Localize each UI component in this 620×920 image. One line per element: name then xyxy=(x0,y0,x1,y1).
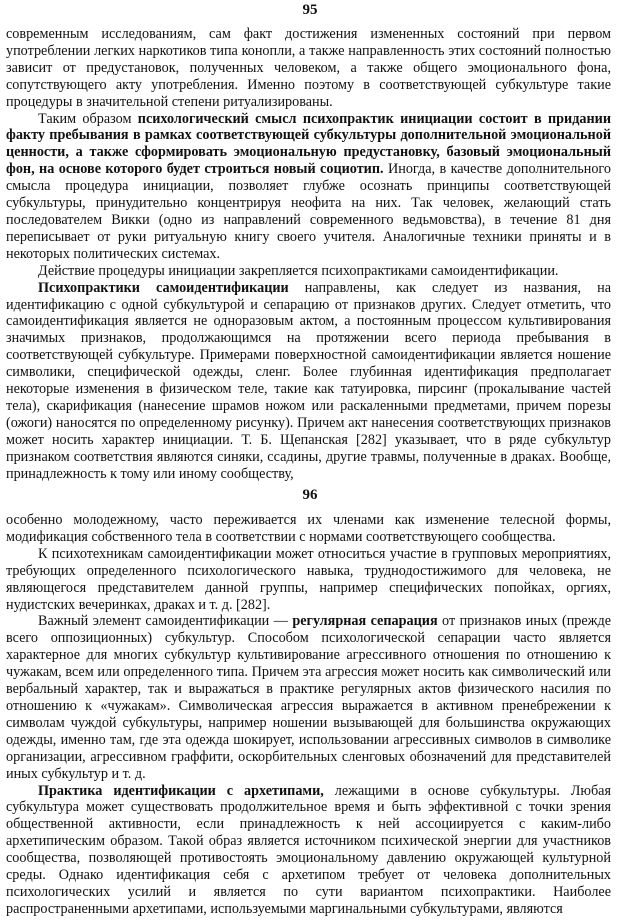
bold-text: психологический смысл психопрактик инициации состоит в придании факту пребывания в рамках соответствующей субкультуры дополнительной эмоциональной ценности, а также сформировать эмоциональную предустановку, базовый эмоциональный фон, на основе которого будет строиться новый социотип. xyxy=(6,110,611,178)
text-block-page-95 xyxy=(6,26,611,482)
page-number-middle: 96 xyxy=(302,487,318,503)
paragraph: особенно молодежному, часто переживается их членами как изменение телесной формы, модификация собственного тела в соответствии с нормами соответствующего сообщества. xyxy=(6,512,611,545)
paragraph: К психотехникам самоидентификации может относиться участие в групповых мероприятиях, требующих определенного психологического навыка, труднодостижимого для человека, не являющегося представителем данной группы, например специфических попойках, оргиях, нудистских вечеринках, драках и т. д. [282]. xyxy=(6,545,611,613)
bold-text: регулярная сепарация xyxy=(292,613,438,630)
bold-text: Практика идентификации с архетипами, xyxy=(38,782,324,799)
paragraph xyxy=(6,783,611,918)
paragraph xyxy=(6,111,611,263)
bold-text: Психопрактики самоидентификации xyxy=(38,279,289,296)
text-block-page-96 xyxy=(6,512,611,918)
text-run: Таким образом xyxy=(38,110,138,127)
paragraph: современным исследованиям, сам факт достижения измененных состояний при первом употреблении легких наркотиков типа конопли, а также направленность этих состояний полностью зависит от предустановок, полученных человеком, а также общего эмоционального фона, сопутствующего акту употребления. Именно поэтому в соответствующей субкультуре такие процедуры в значительной степени ритуализированы. xyxy=(6,26,611,110)
paragraph xyxy=(6,280,611,483)
text-run: направлены, как следует из названия, на идентификацию с одной субкультурой и сепарацию от признаков других. Следует отметить, что самоидентификация является не одноразовым актом, а постоянным процессом культивирования значимых признаков, продолжающимся на протяжении всего периода пребывания в соответствующей субкультуре. Примерами поверхностной самоидентификации является ношение символики, специфической одежды, сленг. Более глубинная идентификация предполагает некоторые изменения в физическом теле, такие как татуировка, пирсинг (прокалывание частей тела), скарификация (нанесение шрамов ножом или раскаленными предметами, причем порезы (ожоги) наносятся по определенному рисунку). Причем акт нанесения соответствующих признаков может носить характер инициации. Т. Б. Щепанская [282] указывает, что в ряде субкультур признаком соответствия являются синяки, ссадины, другие травмы, полученные в драках. Вообще, принадлежность к тому или иному сообществу, xyxy=(6,279,611,482)
paragraph xyxy=(6,613,611,782)
text-run: Важный элемент самоидентификации — xyxy=(38,613,293,630)
text-run: от признаков иных (прежде всего оппозиционных) субкультур. Способом психологической сепарации часто является характерное для многих субкультур культивирование агрессивного отношения по отношению к чужакам, всем или определенного типа. Причем эта агрессия может носить как символический или вербальный характер, так и выражаться в практике регулярных актов физического насилия по отношению к «чужакам». Символическая агрессия выражается в активном пренебрежении к символам чуждой субкультуры, например ношении вызывающей для большинства окружающих одежды, именно там, где эта одежда шокирует, использовании агрессивных символов в символике организации, агрессивном граффити, оскорбительных сленговых обозначений для представителей иных субкультур и т. д. xyxy=(6,613,611,782)
page-number-top: 95 xyxy=(302,2,318,18)
text-run: лежащими в основе субкультуры. Любая субкультура может существовать продолжительное время и быть эффективной с точки зрения общественной активности, если принадлежность к ней ассоциируется с каким-либо архетипическим образом. Такой образ является источником психической энергии для участников сообщества, позволяющей противостоять эмоциональному давлению окружающей культурной среды. Однако идентификация себя с архетипом требует от человека дополнительных психологических усилий и является по сути вариантом психопрактики. Наиболее распространенными архетипами, используемыми маргинальными субкультурами, являются xyxy=(6,782,611,917)
paragraph: Действие процедуры инициации закрепляется психопрактиками самоидентификации. xyxy=(38,262,559,279)
text-run: Иногда, в качестве дополнительного смысла процедура инициации, позволяет глубже осознать принципы соответствующей субкультуры, принудительно концентрируя неофита на них. Так человек, желающий стать последователем Викки (одно из направлений современного ведьмовства), в течение 81 дня переписывает от руки ритуальную книгу своего учителя. Аналогичные техники приняты и в некоторых политических системах. xyxy=(6,161,611,262)
